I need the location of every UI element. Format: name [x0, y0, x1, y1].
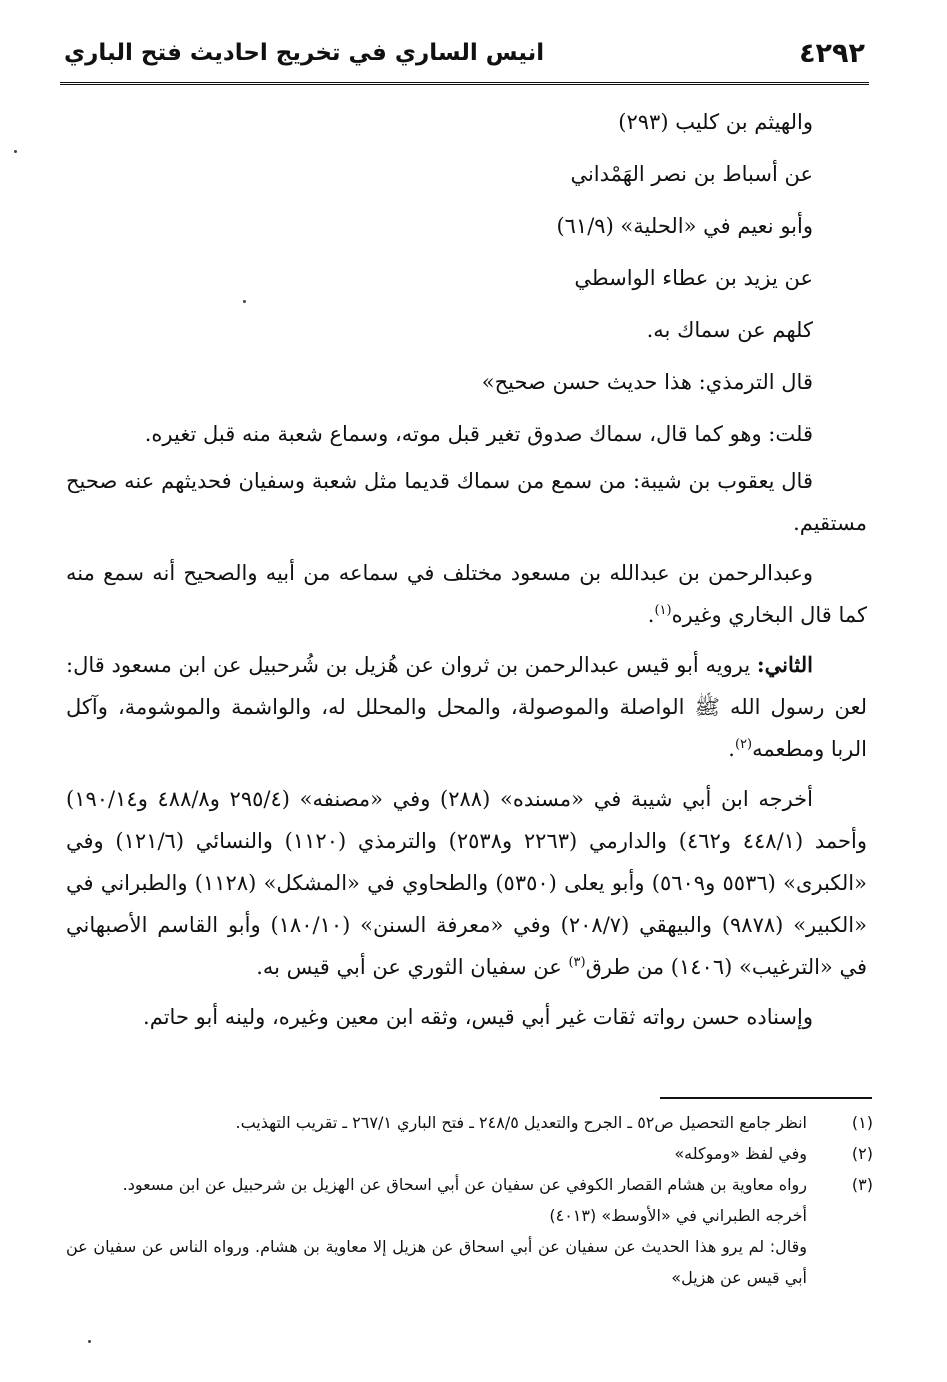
running-title: انيس الساري في تخريج احاديث فتح الباري [64, 40, 545, 66]
footnote-continuation: أخرجه الطبراني في «الأوسط» (٤٠١٣) [549, 1206, 807, 1225]
footnote-text: انظر جامع التحصيل ص٥٢ ـ الجرح والتعديل ٢٤٨/٥ ـ فتح الباري ٢٦٧/١ ـ تقريب التهذيب. [235, 1113, 807, 1132]
text-line: عن يزيد بن عطاء الواسطي [574, 266, 813, 290]
paragraph-text: وعبدالرحمن بن عبدالله بن مسعود مختلف في سماعه من أبيه والصحيح أنه سمع منه كما قال البخاري وغيره [66, 561, 867, 627]
text-line: كلهم عن سماك به. [646, 318, 813, 342]
paragraph-text: وإسناده حسن رواته ثقات غير أبي قيس، وثقه ابن معين وغيره، ولينه أبو حاتم. [143, 1005, 813, 1029]
main-text [66, 96, 867, 1038]
footnotes [66, 1107, 873, 1293]
paragraph-text: عن سفيان الثوري عن أبي قيس به. [256, 955, 569, 979]
footnote-number: (٣) [851, 1175, 873, 1194]
footnote-number: (١) [851, 1113, 873, 1132]
text-line: وأبو نعيم في «الحلية» (٦١/٩) [556, 214, 813, 238]
scan-speck [243, 300, 246, 303]
footnote-separator [660, 1097, 872, 1099]
paragraph-second-hadith: الثاني: يرويه أبو قيس عبدالرحمن بن ثروان عن هُزيل بن شُرحبيل عن ابن مسعود قال: لعن رسول الله ﷺ الواصلة والموصولة، والمحل والمحلل له، والواشمة والموشومة، وآكل الربا ومطعمه$^{(٢)}$. [66, 652, 867, 761]
paragraph-isnad [66, 996, 867, 1038]
text-line: عن أسباط بن نصر الهَمْداني [570, 162, 813, 186]
paragraph-text: أخرجه ابن أبي شيبة في «مسنده» (٢٨٨) وفي «مصنفه» (٢٩٥/٤ و٤٨٨/٨ و١٩٠/١٤) وأحمد (٤٤٨/١ و٤٦٢) والدارمي (٢٢٦٣ و٢٥٣٨) والترمذي (١١٢٠) والنسائي (١٢١/٦) وفي «الكبرى» (٥٥٣٦ و٥٦٠٩) وأبو يعلى (٥٣٥٠) والطحاوي في «المشكل» (١١٢٨) والطبراني في «الكبير» (٩٨٧٨) والبيهقي (٢٠٨/٧) وفي «معرفة السنن» (١٨٠/١٠) وأبو القاسم الأصبهاني في «الترغيب» (١٤٠٦) من طرق [66, 787, 867, 979]
footnote-text: رواه معاوية بن هشام القصار الكوفي عن سفيان عن أبي اسحاق عن الهزيل بن شرحبيل عن ابن مسعود. [122, 1175, 807, 1194]
text-line: قلت: وهو كما قال، سماك صدوق تغير قبل موته، وسماع شعبة منه قبل تغيره. [144, 422, 813, 446]
paragraph-text: قال يعقوب بن شيبة: من سمع من سماك قديما مثل شعبة وسفيان فحديثهم عنه صحيح مستقيم. [66, 469, 867, 535]
paragraph-text: يرويه أبو قيس عبدالرحمن بن ثروان عن هُزيل بن شُرحبيل عن ابن مسعود قال: لعن رسول الله ﷺ الواصلة والموصولة، والمحل والمحلل له، والواشمة والموشومة، وآكل الربا ومطعمه [66, 653, 867, 761]
page-number: ٤٢٩٢ [799, 38, 865, 69]
paragraph-takhrij [66, 778, 867, 988]
footnote-ref[interactable]: (١) [654, 603, 672, 618]
page-header [60, 30, 869, 85]
scan-speck [88, 1340, 91, 1343]
footnote-ref[interactable]: (٢) [734, 737, 753, 752]
paragraph-yaqub [66, 460, 867, 544]
footnote-number: (٢) [851, 1144, 873, 1163]
footnote-ref[interactable]: (٣) [568, 955, 586, 970]
footnote-text: وفي لفظ «وموكله» [674, 1144, 807, 1163]
footnote [66, 1169, 873, 1200]
section-label: الثاني: [756, 652, 813, 677]
footnote [66, 1107, 873, 1138]
scan-speck [14, 150, 17, 153]
footnote [66, 1138, 873, 1169]
footnote-continuation: وقال: لم يرو هذا الحديث عن سفيان عن أبي اسحاق عن هزيل إلا معاوية بن هشام. ورواه الناس عن سفيان عن أبي قيس عن هزيل» [66, 1237, 807, 1287]
paragraph-abdulrahman: وعبدالرحمن بن عبدالله بن مسعود مختلف في سماعه من أبيه والصحيح أنه سمع منه كما قال البخاري وغيره$^{(١)}$. [66, 561, 867, 627]
text-line: والهيثم بن كليب (٢٩٣) [618, 110, 813, 134]
text-line: قال الترمذي: هذا حديث حسن صحيح» [481, 370, 813, 394]
